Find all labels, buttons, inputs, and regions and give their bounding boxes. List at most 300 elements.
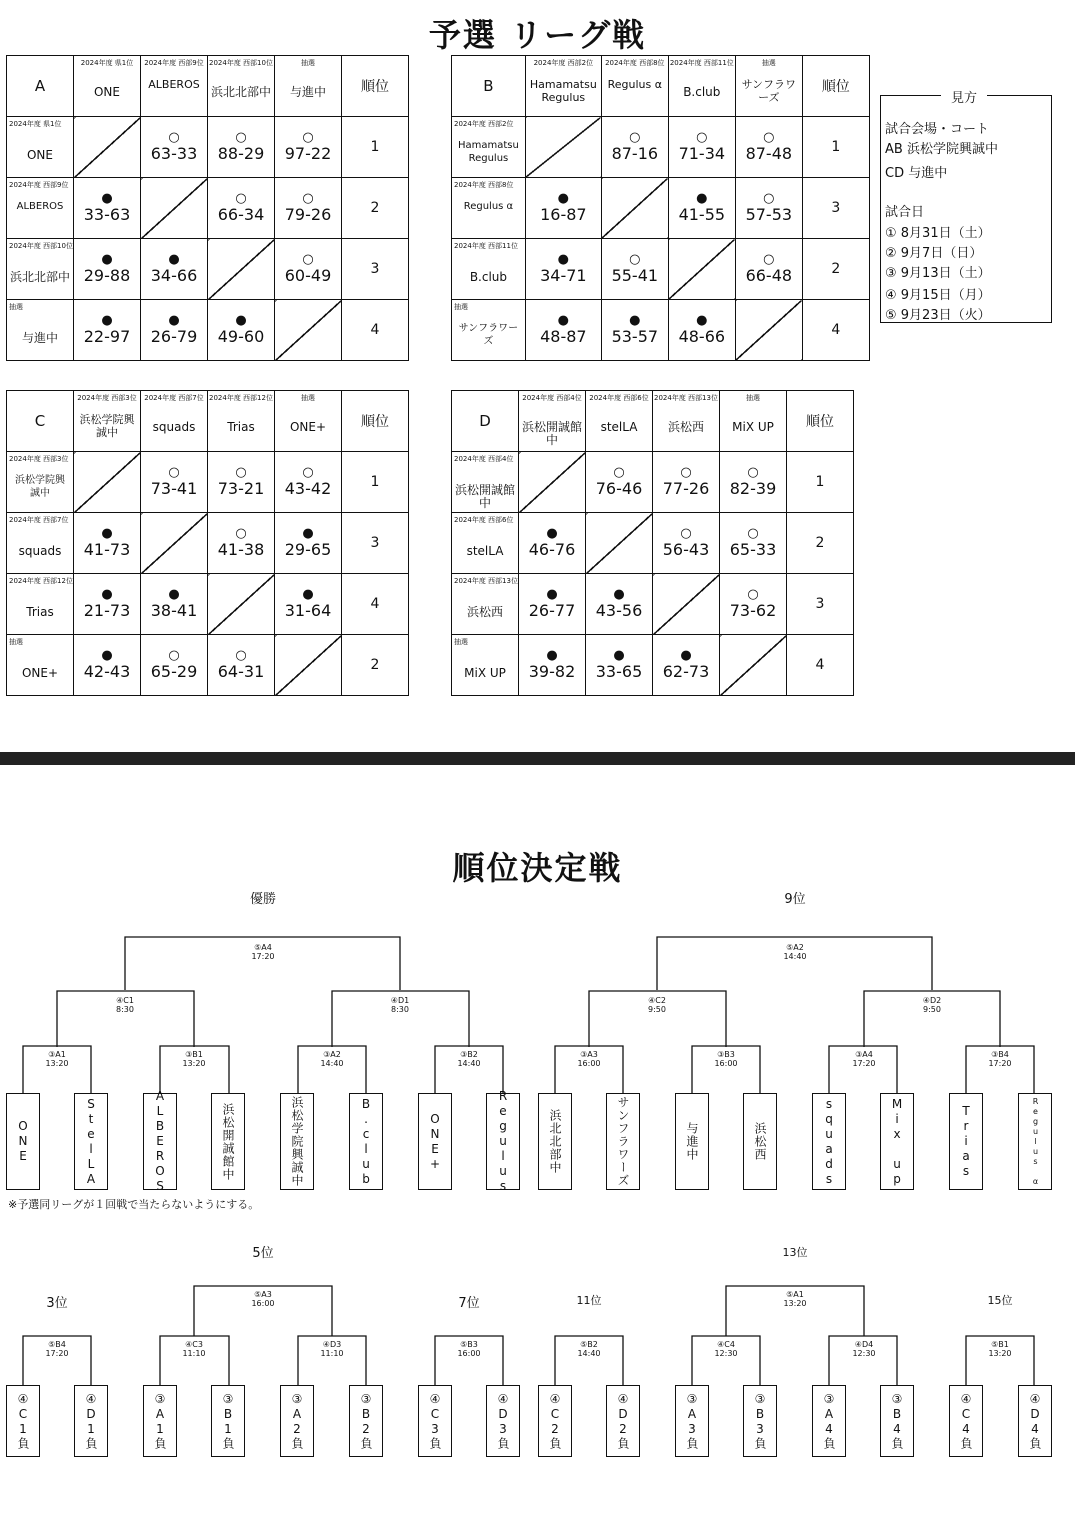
result-cell — [525, 239, 601, 300]
loss-mark: ● — [613, 587, 625, 602]
team-seed-tag: 2024年度 西部3位 — [77, 394, 137, 402]
loss-mark: ● — [629, 313, 641, 328]
match-code: ⑤A1 13:20 — [783, 1290, 807, 1308]
rank-value: 3 — [787, 574, 854, 635]
bracket-team-box — [349, 1093, 383, 1190]
result-cell — [525, 300, 601, 361]
team-header — [141, 391, 208, 452]
loss-mark: ● — [101, 191, 113, 206]
team-seed-tag: 2024年度 西部2位 — [454, 120, 514, 128]
bracket-slot-box — [675, 1385, 709, 1457]
match-code: ⑤B1 13:20 — [988, 1340, 1012, 1358]
score: 41-38 — [217, 540, 265, 559]
bracket-slot-box — [143, 1385, 177, 1457]
rank-value: 2 — [787, 513, 854, 574]
win-mark: ○ — [235, 130, 247, 145]
bracket-team-box — [6, 1093, 40, 1190]
score: 48-87 — [540, 327, 587, 346]
team-seed-tag: 2024年度 西部7位 — [144, 394, 204, 402]
score: 60-49 — [284, 266, 332, 285]
score: 29-65 — [284, 540, 332, 559]
league-letter: C — [7, 391, 74, 452]
team-seed-tag: 2024年度 県1位 — [80, 59, 134, 67]
win-mark: ○ — [680, 465, 692, 480]
result-cell — [275, 239, 342, 300]
rank-value: 3 — [342, 513, 409, 574]
score: 66-34 — [217, 205, 265, 224]
bracket-team-name: 浜北北部中 — [548, 1109, 562, 1174]
team-seed-tag: 2024年度 西部13位 — [454, 577, 518, 585]
bracket-team-name: 浜松学院興誠中 — [290, 1096, 304, 1187]
score: 48-66 — [678, 327, 726, 346]
league-table-b — [451, 55, 870, 361]
match-code: ③A3 16:00 — [577, 1050, 601, 1068]
rank-value: 3 — [802, 178, 869, 239]
bracket-team-box — [675, 1093, 709, 1190]
result-cell — [141, 300, 208, 361]
team-seed-tag: 抽選 — [9, 638, 23, 646]
result-cell — [208, 178, 275, 239]
loss-mark: ● — [235, 313, 247, 328]
row-team — [452, 513, 519, 574]
team-name: 与進中 — [21, 331, 58, 345]
row-team — [452, 574, 519, 635]
result-cell — [74, 239, 141, 300]
match-code: ⑤A4 17:20 — [251, 943, 275, 961]
loss-mark: ● — [557, 313, 569, 328]
eleventh-place-label: 11位 — [576, 1294, 602, 1307]
result-cell — [275, 452, 342, 513]
bracket-slot-label: ③B2負 — [359, 1392, 373, 1450]
win-mark: ○ — [302, 191, 314, 206]
win-mark: ○ — [302, 130, 314, 145]
bracket-team-name: B.club — [359, 1096, 373, 1187]
league-table-d — [451, 390, 854, 696]
rank-header: 順位 — [802, 56, 869, 117]
table-row — [452, 117, 870, 178]
team-name: MiX UP — [732, 420, 774, 434]
legend-date-2: ② 9月7日（日） — [885, 246, 983, 261]
score: 46-76 — [528, 540, 576, 559]
team-name: 浜松開誠館中 — [521, 420, 582, 447]
score: 56-43 — [662, 540, 710, 559]
team-header — [720, 391, 787, 452]
score: 21-73 — [83, 601, 131, 620]
result-cell — [735, 239, 802, 300]
table-row — [452, 178, 870, 239]
win-mark: ○ — [235, 191, 247, 206]
score: 63-33 — [150, 144, 198, 163]
win-mark: ○ — [763, 130, 775, 145]
row-team — [7, 513, 74, 574]
diagonal-cell — [601, 178, 668, 239]
team-seed-tag: 2024年度 西部4位 — [522, 394, 582, 402]
result-cell — [720, 452, 787, 513]
legend-box — [880, 91, 1052, 323]
row-team — [452, 117, 526, 178]
rank-value: 2 — [342, 635, 409, 696]
team-name: Regulus α — [607, 78, 662, 91]
bracket-slot-label: ④D4負 — [1028, 1392, 1042, 1450]
score: 64-31 — [217, 662, 265, 681]
team-seed-tag: 2024年度 西部8位 — [454, 181, 514, 189]
legend-venue-ab: AB 浜松学院興誠中 — [885, 142, 998, 157]
bracket-team-box — [1018, 1093, 1052, 1190]
ranking-title: 順位決定戦 — [452, 849, 623, 887]
diagonal-cell — [519, 452, 586, 513]
loss-mark: ● — [680, 648, 692, 663]
result-cell — [208, 513, 275, 574]
result-cell — [601, 117, 668, 178]
team-seed-tag: 抽選 — [301, 59, 315, 67]
match-code: ④C2 9:50 — [648, 996, 666, 1014]
loss-mark: ● — [696, 313, 708, 328]
win-mark: ○ — [235, 526, 247, 541]
win-mark: ○ — [235, 648, 247, 663]
match-code: ③A1 13:20 — [45, 1050, 69, 1068]
team-name: 浜北北部中 — [9, 270, 70, 284]
score: 38-41 — [150, 601, 198, 620]
team-name: 浜松学院興誠中 — [15, 475, 65, 499]
table-row — [452, 300, 870, 361]
diagonal-cell — [525, 117, 601, 178]
seventh-place-label: 7位 — [458, 1296, 480, 1311]
section-divider — [0, 752, 1075, 765]
result-cell — [208, 635, 275, 696]
score: 82-39 — [729, 479, 777, 498]
league-letter: B — [452, 56, 526, 117]
bracket-slot-label: ④C2負 — [548, 1392, 562, 1450]
row-team — [7, 635, 74, 696]
team-seed-tag: 2024年度 西部4位 — [454, 455, 514, 463]
diagonal-cell — [653, 574, 720, 635]
table-row — [452, 635, 854, 696]
score: 76-46 — [595, 479, 643, 498]
row-team — [452, 178, 526, 239]
team-name: ONE+ — [289, 420, 327, 434]
result-cell — [74, 635, 141, 696]
table-row — [7, 117, 409, 178]
diagonal-cell — [208, 574, 275, 635]
match-code: ⑤A3 16:00 — [251, 1290, 275, 1308]
bracket-team-name: Regulus — [496, 1089, 510, 1194]
bracket-slot-box — [486, 1385, 520, 1457]
score: 34-71 — [540, 266, 587, 285]
team-seed-tag: 抽選 — [301, 394, 315, 402]
score: 62-73 — [662, 662, 710, 681]
ninth-place-label: 9位 — [784, 892, 806, 907]
bracket-slot-box — [418, 1385, 452, 1457]
score: 73-62 — [729, 601, 777, 620]
table-row — [7, 239, 409, 300]
result-cell — [653, 513, 720, 574]
score: 26-77 — [528, 601, 576, 620]
table-row — [7, 513, 409, 574]
bracket-team-name: 浜松開誠館中 — [221, 1102, 235, 1181]
row-team — [452, 239, 526, 300]
bracket-slot-label: ④C3負 — [428, 1392, 442, 1450]
bracket-slot-box — [211, 1385, 245, 1457]
third-place-label: 3位 — [46, 1296, 68, 1311]
result-cell — [141, 239, 208, 300]
bracket-team-name: StelLA — [84, 1096, 98, 1187]
win-mark: ○ — [696, 130, 708, 145]
match-code: ④D4 12:30 — [852, 1340, 876, 1358]
rank-value: 1 — [342, 452, 409, 513]
rank-value: 1 — [342, 117, 409, 178]
loss-mark: ● — [546, 587, 558, 602]
loss-mark: ● — [302, 587, 314, 602]
bracket-slot-label: ④C4負 — [959, 1392, 973, 1450]
result-cell — [668, 300, 735, 361]
diagonal-cell — [275, 300, 342, 361]
row-team — [7, 239, 74, 300]
loss-mark: ● — [101, 313, 113, 328]
row-team — [7, 574, 74, 635]
team-header — [653, 391, 720, 452]
table-row — [452, 513, 854, 574]
row-team — [7, 300, 74, 361]
team-seed-tag: 2024年度 西部9位 — [144, 59, 204, 67]
win-mark: ○ — [747, 587, 759, 602]
team-header — [275, 56, 342, 117]
table-row — [7, 178, 409, 239]
team-seed-tag: 抽選 — [454, 638, 468, 646]
legend-dates-header: 試合日 — [885, 205, 925, 220]
bracket-team-box — [143, 1089, 177, 1194]
result-cell — [275, 117, 342, 178]
team-name: squads — [18, 544, 62, 558]
diagonal-cell — [208, 239, 275, 300]
team-name: Trias — [227, 420, 255, 434]
result-cell — [74, 574, 141, 635]
team-name: 浜松開誠館中 — [454, 483, 515, 510]
rank-value: 1 — [787, 452, 854, 513]
match-code: ③B4 17:20 — [988, 1050, 1012, 1068]
match-code: ③A4 17:20 — [852, 1050, 876, 1068]
result-cell — [519, 513, 586, 574]
team-name: stelLA — [466, 544, 504, 558]
result-cell — [275, 513, 342, 574]
diagonal-cell — [141, 178, 208, 239]
team-seed-tag: 2024年度 西部7位 — [9, 516, 69, 524]
win-mark: ○ — [302, 465, 314, 480]
team-name: 与進中 — [289, 85, 326, 99]
bracket-note: ※予選同リーグが１回戦で当たらないようにする。 — [8, 1198, 260, 1211]
bracket-team-box — [538, 1093, 572, 1190]
score: 88-29 — [217, 144, 265, 163]
diagonal-cell — [74, 117, 141, 178]
bracket-team-name: サンフラワーズ — [616, 1096, 630, 1187]
score: 22-97 — [83, 327, 131, 346]
bracket-slot-label: ③A3負 — [685, 1392, 699, 1450]
match-code: ④D3 11:10 — [320, 1340, 344, 1358]
team-seed-tag: 抽選 — [746, 394, 760, 402]
rank-value: 4 — [342, 300, 409, 361]
result-cell — [74, 513, 141, 574]
result-cell — [141, 635, 208, 696]
team-header — [601, 56, 668, 117]
win-mark: ○ — [302, 252, 314, 267]
rank-value: 1 — [802, 117, 869, 178]
result-cell — [525, 178, 601, 239]
row-team — [7, 178, 74, 239]
diagonal-cell — [275, 635, 342, 696]
loss-mark: ● — [546, 648, 558, 663]
rank-value: 4 — [802, 300, 869, 361]
score: 55-41 — [611, 266, 659, 285]
match-code: ⑤B2 14:40 — [577, 1340, 601, 1358]
rank-header: 順位 — [787, 391, 854, 452]
bracket-slot-label: ③B1負 — [221, 1392, 235, 1450]
team-seed-tag: 2024年度 西部12位 — [9, 577, 73, 585]
rank-value: 2 — [802, 239, 869, 300]
rank-header: 順位 — [342, 391, 409, 452]
result-cell — [275, 574, 342, 635]
score: 34-66 — [150, 266, 198, 285]
team-header — [74, 56, 141, 117]
bracket-slot-label: ④D1負 — [84, 1392, 98, 1450]
diagonal-cell — [74, 452, 141, 513]
team-seed-tag: 抽選 — [9, 303, 23, 311]
bracket-team-name: Regulus α — [1031, 1096, 1040, 1187]
table-row — [7, 574, 409, 635]
team-name: MiX UP — [464, 666, 506, 680]
bracket-team-box — [606, 1093, 640, 1190]
rank-value: 3 — [342, 239, 409, 300]
row-team — [7, 452, 74, 513]
bracket-team-name: 浜松西 — [753, 1122, 767, 1161]
score: 49-60 — [217, 327, 265, 346]
bracket-slot-box — [812, 1385, 846, 1457]
team-seed-tag: 2024年度 西部6位 — [454, 516, 514, 524]
bracket-team-box — [280, 1093, 314, 1190]
loss-mark: ● — [101, 252, 113, 267]
loss-mark: ● — [101, 587, 113, 602]
team-name: Regulus α — [463, 201, 514, 212]
table-row — [7, 635, 409, 696]
fifteenth-place-label: 15位 — [987, 1294, 1013, 1307]
bracket-slot-label: ③A4負 — [822, 1392, 836, 1450]
team-seed-tag: 2024年度 県1位 — [9, 120, 62, 128]
fifth-place-label: 5位 — [252, 1246, 274, 1261]
team-seed-tag: 2024年度 西部13位 — [654, 394, 718, 402]
bracket-slot-label: ③B4負 — [890, 1392, 904, 1450]
row-team — [452, 300, 526, 361]
score: 66-48 — [745, 266, 793, 285]
loss-mark: ● — [613, 648, 625, 663]
bracket-slot-label: ③B3負 — [753, 1392, 767, 1450]
legend-date-1: ① 8月31日（土） — [885, 226, 991, 241]
match-code: ⑤A2 14:40 — [783, 943, 807, 961]
team-name: 浜松西 — [667, 420, 704, 434]
legend-venue-cd: CD 与進中 — [885, 166, 948, 181]
bracket-slot-label: ③A2負 — [290, 1392, 304, 1450]
win-mark: ○ — [168, 648, 180, 663]
match-code: ④C4 12:30 — [714, 1340, 738, 1358]
bracket-team-name: ONE+ — [428, 1111, 442, 1172]
loss-mark: ● — [168, 587, 180, 602]
team-seed-tag: 抽選 — [761, 59, 776, 67]
league-letter: A — [7, 56, 74, 117]
win-mark: ○ — [747, 526, 759, 541]
team-header — [275, 391, 342, 452]
team-name: サンフラワーズ — [741, 78, 797, 104]
bracket-team-box — [880, 1093, 914, 1190]
team-name: ALBEROS — [16, 201, 64, 212]
result-cell — [720, 574, 787, 635]
league-title: 予選 リーグ戦 — [428, 16, 647, 54]
team-header — [735, 56, 802, 117]
result-cell — [141, 117, 208, 178]
score: 65-29 — [150, 662, 198, 681]
score: 43-56 — [595, 601, 643, 620]
score: 43-42 — [284, 479, 332, 498]
league-table-c — [6, 390, 409, 696]
score: 73-41 — [150, 479, 198, 498]
team-seed-tag: 2024年度 西部11位 — [454, 242, 518, 250]
bracket-team-name: squads — [822, 1096, 836, 1187]
result-cell — [141, 452, 208, 513]
loss-mark: ● — [168, 313, 180, 328]
team-name: 浜松西 — [466, 605, 503, 619]
team-seed-tag: 2024年度 西部6位 — [589, 394, 649, 402]
team-name: B.club — [469, 270, 508, 284]
team-name: ALBEROS — [148, 78, 200, 91]
score: 57-53 — [745, 205, 793, 224]
rank-value: 2 — [342, 178, 409, 239]
legend-title: 見方 — [941, 87, 987, 106]
bracket-slot-box — [74, 1385, 108, 1457]
diagonal-cell — [141, 513, 208, 574]
loss-mark: ● — [557, 191, 569, 206]
bracket-team-box — [74, 1093, 108, 1190]
diagonal-cell — [720, 635, 787, 696]
result-cell — [586, 452, 653, 513]
legend-date-5: ⑤ 9月23日（火） — [885, 308, 991, 323]
team-header — [586, 391, 653, 452]
bracket-team-name: ALBEROS — [153, 1089, 167, 1194]
loss-mark: ● — [696, 191, 708, 206]
team-seed-tag: 2024年度 西部8位 — [605, 59, 665, 67]
match-code: ⑤B3 16:00 — [457, 1340, 481, 1358]
table-row — [7, 300, 409, 361]
bracket-slot-box — [538, 1385, 572, 1457]
row-team — [452, 635, 519, 696]
team-seed-tag: 2024年度 西部2位 — [533, 59, 594, 67]
bracket-slot-label: ③A1負 — [153, 1392, 167, 1450]
win-mark: ○ — [613, 465, 625, 480]
team-header — [525, 56, 601, 117]
score: 31-64 — [284, 601, 332, 620]
rank-header: 順位 — [342, 56, 409, 117]
match-code: ③B2 14:40 — [457, 1050, 481, 1068]
win-mark: ○ — [235, 465, 247, 480]
win-mark: ○ — [747, 465, 759, 480]
score: 33-63 — [83, 205, 131, 224]
bracket-slot-box — [743, 1385, 777, 1457]
team-name: stelLA — [600, 420, 638, 434]
bracket-slot-box — [949, 1385, 983, 1457]
bracket-team-box — [949, 1093, 983, 1190]
loss-mark: ● — [546, 526, 558, 541]
result-cell — [275, 178, 342, 239]
diagonal-cell — [668, 239, 735, 300]
result-cell — [720, 513, 787, 574]
score: 29-88 — [83, 266, 131, 285]
team-name: 浜北北部中 — [210, 85, 271, 99]
team-name: ONE — [26, 148, 53, 162]
